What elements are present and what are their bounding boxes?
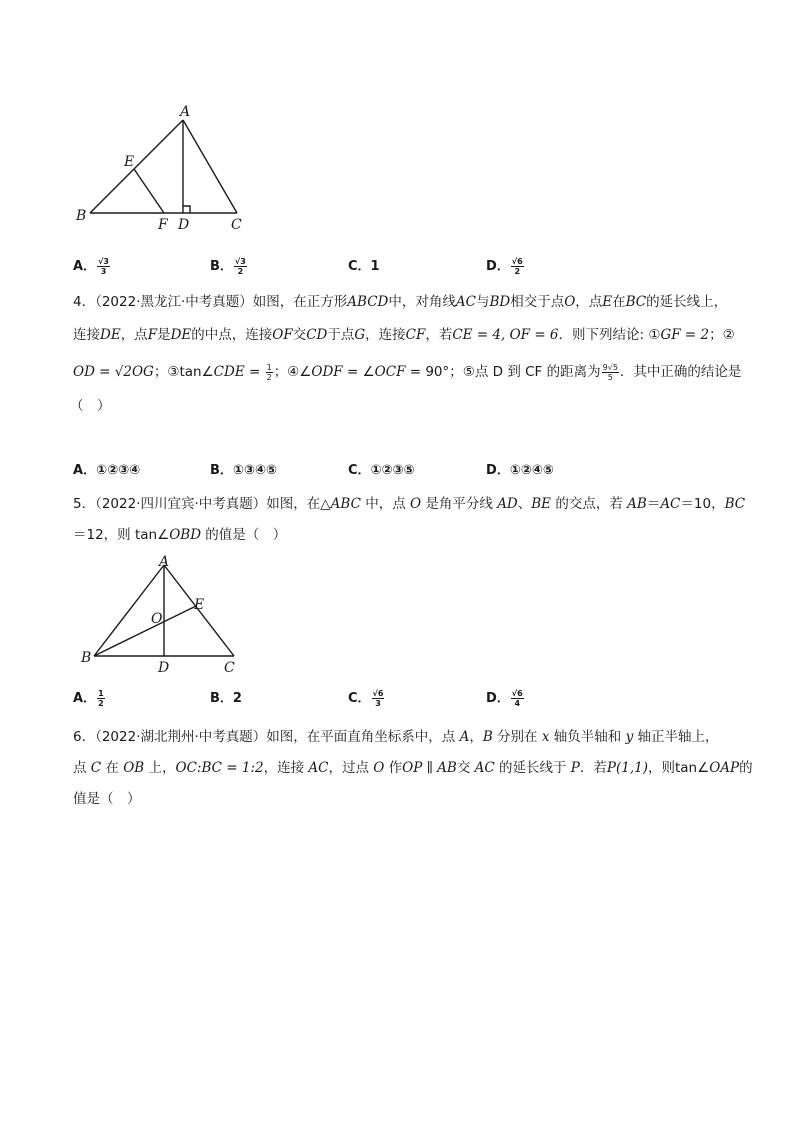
figure-triangle-abc-ef (70, 100, 260, 240)
q5-option-a[interactable]: A． $\frac{1}{2}$ (73, 689, 104, 708)
q5-option-c[interactable]: C． $\frac{√6}{3}$ (348, 689, 384, 708)
q3-option-b[interactable]: B． $\frac{√3}{2}$ (210, 257, 246, 276)
label-e: E (124, 154, 135, 170)
right-angle-mark (183, 206, 190, 213)
q4-answer-blank: （ ） (70, 398, 111, 414)
q6-line-3: 值是（ ） (73, 791, 141, 807)
label-c: C (231, 217, 242, 233)
q6-line-2: 点 C 在 OB 上，OC:BC = 1:2，连接 AC，过点 O 作OP ∥ AB交 AC 的延长线于 P．若P(1,1)，则tan∠OAP的 (73, 760, 753, 776)
q4-line-1: 4．（2022·黑龙江·中考真题）如图，在正方形ABCD中，对角线AC与BD相交于点O，点E在BC的延长线上， (73, 294, 728, 310)
label-a: A (180, 104, 191, 120)
label-d: D (158, 660, 170, 676)
segment-be (94, 606, 196, 656)
label-e: E (194, 597, 205, 613)
q6-line-1: 6．（2022·湖北荆州·中考真题）如图，在平面直角坐标系中，点 A，B 分别在 x 轴负半轴和 y 轴正半轴上， (73, 729, 719, 745)
q3-option-d[interactable]: D． $\frac{√6}{2}$ (486, 257, 523, 276)
segment-ab (90, 120, 183, 213)
label-b: B (76, 208, 87, 224)
label-f: F (158, 217, 168, 233)
q5-line-2: ＝12，则 tan∠OBD 的值是（ ） (73, 527, 287, 543)
q4-line-3: OD = √2OG；③tan∠CDE = $\frac{1}{2}$ ；④∠ODF = ∠OCF = 90°；⑤点 D 到 CF 的距离为 $\frac{9√5}{5}$ ．其中正确的结论是 (73, 362, 742, 382)
figure-triangle-abc-bisectors (76, 552, 246, 677)
q5-option-d[interactable]: D． $\frac{√6}{4}$ (486, 689, 523, 708)
q4-option-c[interactable]: C．①②③⑤ (348, 463, 415, 478)
label-a: A (159, 554, 170, 570)
q5-option-b[interactable]: B．2 (210, 691, 242, 706)
label-o: O (151, 611, 163, 627)
q4-line-2: 连接DE，点F是DE的中点，连接OF交CD于点G，连接CF，若CE = 4, OF = 6．则下列结论: ①GF = 2；② (73, 327, 735, 343)
q4-option-d[interactable]: D．①②④⑤ (486, 463, 554, 478)
segment-ef (134, 169, 164, 213)
segment-ac (183, 120, 237, 213)
label-d: D (178, 217, 190, 233)
label-b: B (81, 650, 92, 666)
q4-option-b[interactable]: B．①③④⑤ (210, 463, 277, 478)
q3-option-c[interactable]: C．1 (348, 259, 380, 274)
q5-line-1: 5．（2022·四川宜宾·中考真题）如图，在△ABC 中，点 O 是角平分线 AD、BE 的交点，若 AB＝AC＝10，BC (73, 496, 746, 512)
label-c: C (224, 660, 235, 676)
q4-option-a[interactable]: A．①②③④ (73, 463, 141, 478)
q3-option-a[interactable]: A． $\frac{√3}{3}$ (73, 257, 109, 276)
